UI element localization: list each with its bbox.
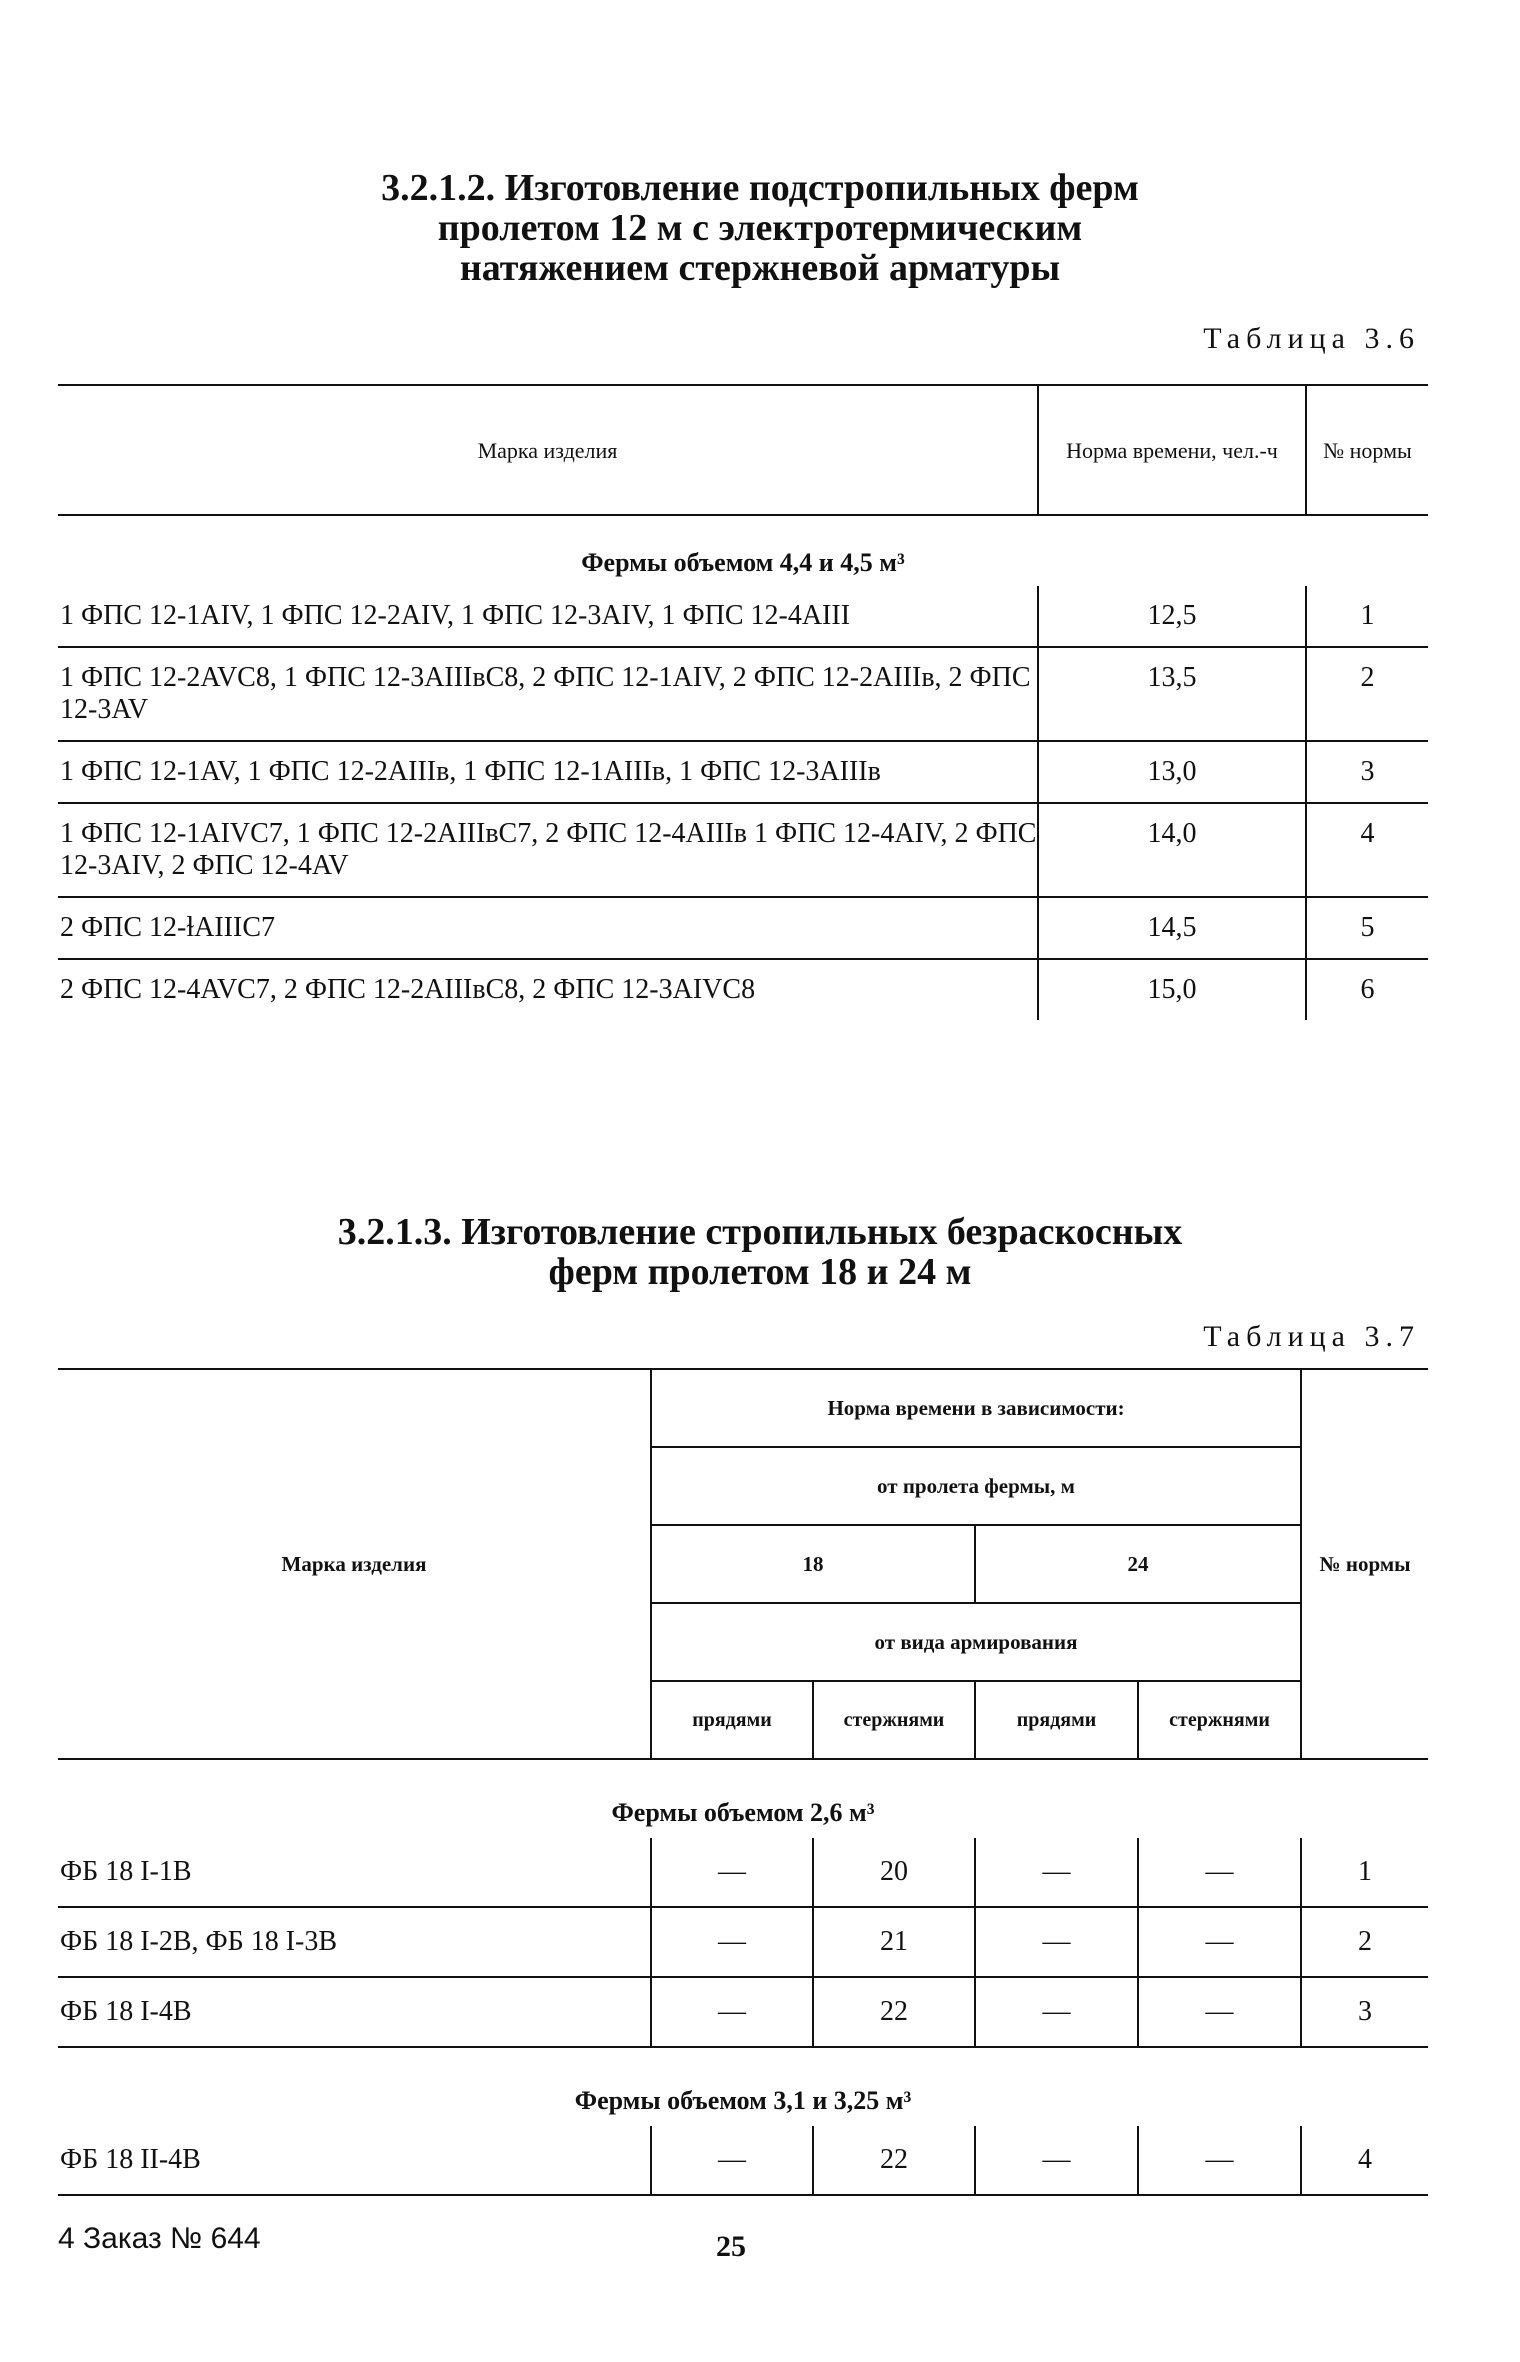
table-row: [58, 803, 1428, 897]
cell-mark: ФБ 18 I-4B: [58, 1977, 651, 2047]
header-by-span: от пролета фермы, м: [651, 1447, 1301, 1525]
cell-value: —: [651, 1907, 813, 1977]
cell-norm-no: 4: [1306, 803, 1428, 897]
cell-value: —: [1138, 1977, 1301, 2047]
cell-value: —: [975, 1907, 1138, 1977]
header-span-24: 24: [975, 1525, 1301, 1603]
cell-norm-no: 1: [1306, 586, 1428, 647]
cell-norm-no: 2: [1301, 1907, 1428, 1977]
cell-value: —: [975, 1977, 1138, 2047]
section-title-3-2-1-3: [0, 1212, 1520, 1292]
cell-time: 14,0: [1038, 803, 1306, 897]
cell-value: —: [975, 1838, 1138, 1907]
header-norm-time: Норма времени, чел.-ч: [1038, 385, 1306, 515]
header-span-18: 18: [651, 1525, 975, 1603]
cell-value: —: [651, 1838, 813, 1907]
table-row: [58, 586, 1428, 647]
cell-time: 13,5: [1038, 647, 1306, 741]
cell-value: 20: [813, 1838, 975, 1907]
table-row: [58, 647, 1428, 741]
cell-mark: 1 ФПС 12-1AIV, 1 ФПС 12-2AIV, 1 ФПС 12-3AIV, 1 ФПС 12-4AIII: [58, 586, 1038, 647]
header-strands: прядями: [651, 1681, 813, 1759]
header-by-reinforcement: от вида армирования: [651, 1603, 1301, 1681]
group-title: Фермы объемом 3,1 и 3,25 м³: [574, 2086, 912, 2115]
cell-mark: 1 ФПС 12-2AVC8, 1 ФПС 12-3AIIIвC8, 2 ФПС 12-1AIV, 2 ФПС 12-2AIIIв, 2 ФПС 12-3AV: [58, 647, 1038, 741]
table-row: [58, 959, 1428, 1020]
cell-value: —: [651, 1977, 813, 2047]
title-line: ферм пролетом 18 и 24 м: [548, 1251, 972, 1293]
cell-time: 15,0: [1038, 959, 1306, 1020]
cell-mark: 1 ФПС 12-1AV, 1 ФПС 12-2AIIIв, 1 ФПС 12-1AIIIв, 1 ФПС 12-3AIIIв: [58, 741, 1038, 803]
title-line: пролетом 12 м с электротермическим: [437, 207, 1083, 249]
cell-norm-no: 3: [1306, 741, 1428, 803]
table-row: [58, 1838, 1428, 1907]
cell-value: —: [1138, 2126, 1301, 2195]
group-title: Фермы объемом 4,4 и 4,5 м³: [581, 548, 905, 577]
header-strands: прядями: [975, 1681, 1138, 1759]
cell-mark: ФБ 18 II-4B: [58, 2126, 651, 2195]
cell-mark: ФБ 18 I-1B: [58, 1838, 651, 1907]
header-norm-time-dependency: Норма времени в зависимости:: [651, 1369, 1301, 1447]
cell-time: 13,0: [1038, 741, 1306, 803]
cell-norm-no: 2: [1306, 647, 1428, 741]
cell-norm-no: 1: [1301, 1838, 1428, 1907]
cell-value: —: [1138, 1838, 1301, 1907]
cell-value: 22: [813, 1977, 975, 2047]
cell-mark: ФБ 18 I-2B, ФБ 18 I-3B: [58, 1907, 651, 1977]
header-rods: стержнями: [1138, 1681, 1301, 1759]
title-line: натяжением стержневой арматуры: [459, 247, 1061, 289]
section-title-3-2-1-2: [0, 168, 1520, 288]
cell-value: —: [651, 2126, 813, 2195]
cell-norm-no: 3: [1301, 1977, 1428, 2047]
cell-norm-no: 5: [1306, 897, 1428, 959]
table-row: [58, 2126, 1428, 2195]
header-mark: Марка изделия: [58, 1369, 651, 1759]
cell-norm-no: 4: [1301, 2126, 1428, 2195]
header-norm-number: № нормы: [1306, 385, 1428, 515]
table-3-6: [58, 384, 1428, 1020]
header-rods: стержнями: [813, 1681, 975, 1759]
table-row: [58, 741, 1428, 803]
cell-mark: 2 ФПС 12-ɫAIIIC7: [58, 897, 1038, 959]
cell-mark: 2 ФПС 12-4AVC7, 2 ФПС 12-2AIIIвC8, 2 ФПС 12-3AIVC8: [60, 974, 756, 1005]
table-label-3-6: Таблица 3.6: [1203, 322, 1420, 355]
cell-value: 22: [813, 2126, 975, 2195]
title-line: 3.2.1.3. Изготовление стропильных безраскосных: [337, 1211, 1183, 1253]
table-3-7: [58, 1368, 1428, 2196]
table-row: [58, 1977, 1428, 2047]
cell-mark: 1 ФПС 12-1AIVC7, 1 ФПС 12-2AIIIвC7, 2 ФПС 12-4AIIIв 1 ФПС 12-4AIV, 2 ФПС 12-3AIV, 2 ФПС 12-4AV: [58, 803, 1038, 897]
title-line: 3.2.1.2. Изготовление подстропильных ферм: [381, 167, 1139, 209]
group-title: Фермы объемом 2,6 м³: [611, 1798, 875, 1827]
page-number: 25: [716, 2230, 746, 2263]
footer-order-number: 4 Заказ № 644: [58, 2222, 261, 2255]
cell-value: —: [1138, 1907, 1301, 1977]
header-mark: Марка изделия: [58, 385, 1038, 515]
table-label-3-7: Таблица 3.7: [1203, 1320, 1420, 1353]
cell-norm-no: 6: [1306, 959, 1428, 1020]
cell-value: —: [975, 2126, 1138, 2195]
cell-time: 12,5: [1038, 586, 1306, 647]
cell-value: 21: [813, 1907, 975, 1977]
table-row: [58, 1907, 1428, 1977]
cell-time: 14,5: [1038, 897, 1306, 959]
header-norm-number: № нормы: [1301, 1369, 1428, 1759]
table-row: [58, 897, 1428, 959]
